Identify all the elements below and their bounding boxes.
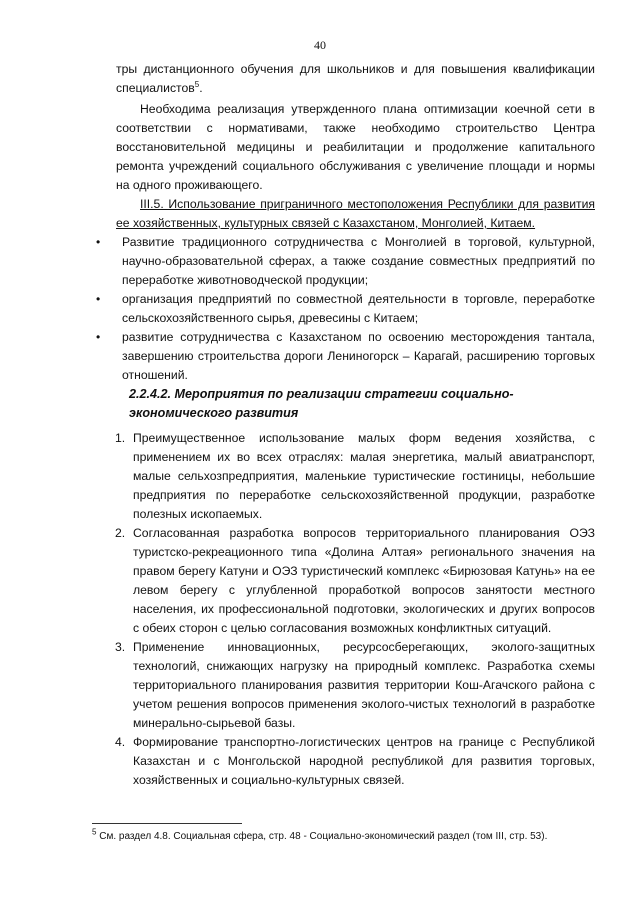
bullet-text: развитие сотрудничества с Казахстаном по освоению месторождения тантала, завершению строительства дороги Лениногорск – Карагай, расширению торговых отношений. <box>122 330 595 382</box>
bullet-text: организация предприятий по совместной деятельности в торговле, переработке сельскохозяйственного сырья, древесины с Китаем; <box>122 292 595 325</box>
subsection-heading: 2.2.4.2. Мероприятия по реализации стратегии социально-экономического развития <box>129 387 514 420</box>
item-text: Применение инновационных, ресурсосберегающих, эколого-защитных технологий, снижающих нагрузку на природный комплекс. Разработка схемы территориального планирования развития территории Кош-Агачского района с учетом решения вопросов применения эколого-чистых технологий в разработке минерально-сырьевой базы. <box>133 640 595 730</box>
numbered-list <box>115 429 595 790</box>
numbered-item <box>115 638 595 733</box>
item-text: Преимущественное использование малых форм ведения хозяйства, с применением их во всех отраслях: малая энергетика, малый авиатранспорт, малые сельхозпредприятия, маленькие туристические гостиницы, небольшие предприятия по переработке сельскохозяйственной продукции, разработке полезных ископаемых. <box>133 431 595 521</box>
footnote-text: См. раздел 4.8. Социальная сфера, стр. 48 - Социально-экономический раздел (том III, стр. 53). <box>96 831 548 842</box>
bullet-marker: • <box>96 235 101 249</box>
numbered-item <box>115 733 595 790</box>
numbered-item <box>115 524 595 638</box>
subheading-block <box>129 385 549 423</box>
item-number: 1. <box>115 431 126 445</box>
bullet-item <box>96 328 595 385</box>
intro-text-end: . <box>199 81 203 95</box>
item-number: 4. <box>115 735 126 749</box>
footnote <box>92 827 602 843</box>
bullet-item <box>96 233 595 290</box>
intro-text: тры дистанционного обучения для школьников и для повышения квалификации специалистов <box>116 62 595 95</box>
section-heading: III.5. Использование приграничного местоположения Республики для развития ее хозяйственных, культурных связей с Казахстаном, Монголией, Китаем. <box>116 197 595 230</box>
healthcare-paragraph <box>116 100 595 195</box>
footnote-reference[interactable]: 5 <box>194 79 200 89</box>
bullet-item <box>96 290 595 328</box>
footnote-mark: 5 <box>92 827 97 837</box>
page-number: 40 <box>314 38 326 52</box>
intro-paragraph <box>116 60 595 98</box>
item-text: Согласованная разработка вопросов территориального планирования ОЭЗ туристско-рекреационного типа «Долина Алтая» регионального значения на правом берегу Катуни и ОЭЗ туристический комплекс «Бирюзовая Катунь» на ее левом берегу с углубленной проработкой вопросов занятости местного населения, их профессиональной подготовки, экологических и других вопросов с обеих сторон с целью согласования возможных конфликтных ситуаций. <box>133 526 595 635</box>
item-number: 2. <box>115 526 126 540</box>
healthcare-text: Необходима реализация утвержденного плана оптимизации коечной сети в соответствии с нормативами, также необходимо строительство Центра восстановительной медицины и реабилитации и продолжение капитального ремонта учреждений социального обслуживания с увеличение площади и нормы на одного проживающего. <box>116 102 595 192</box>
item-text: Формирование транспортно-логистических центров на границе с Республикой Казахстан и с Монгольской народной республикой для развития торговых, хозяйственных и социально-культурных связей. <box>133 735 595 787</box>
section-heading-block <box>116 195 595 233</box>
footnote-separator <box>92 823 242 824</box>
numbered-item <box>115 429 595 524</box>
bullet-marker: • <box>96 292 101 306</box>
bullet-text: Развитие традиционного сотрудничества с Монголией в торговой, культурной, научно-образовательной сферах, а также создание совместных предприятий по переработке животноводческой продукции; <box>122 235 595 287</box>
bullet-marker: • <box>96 330 101 344</box>
item-number: 3. <box>115 640 126 654</box>
bullet-list <box>96 233 595 385</box>
